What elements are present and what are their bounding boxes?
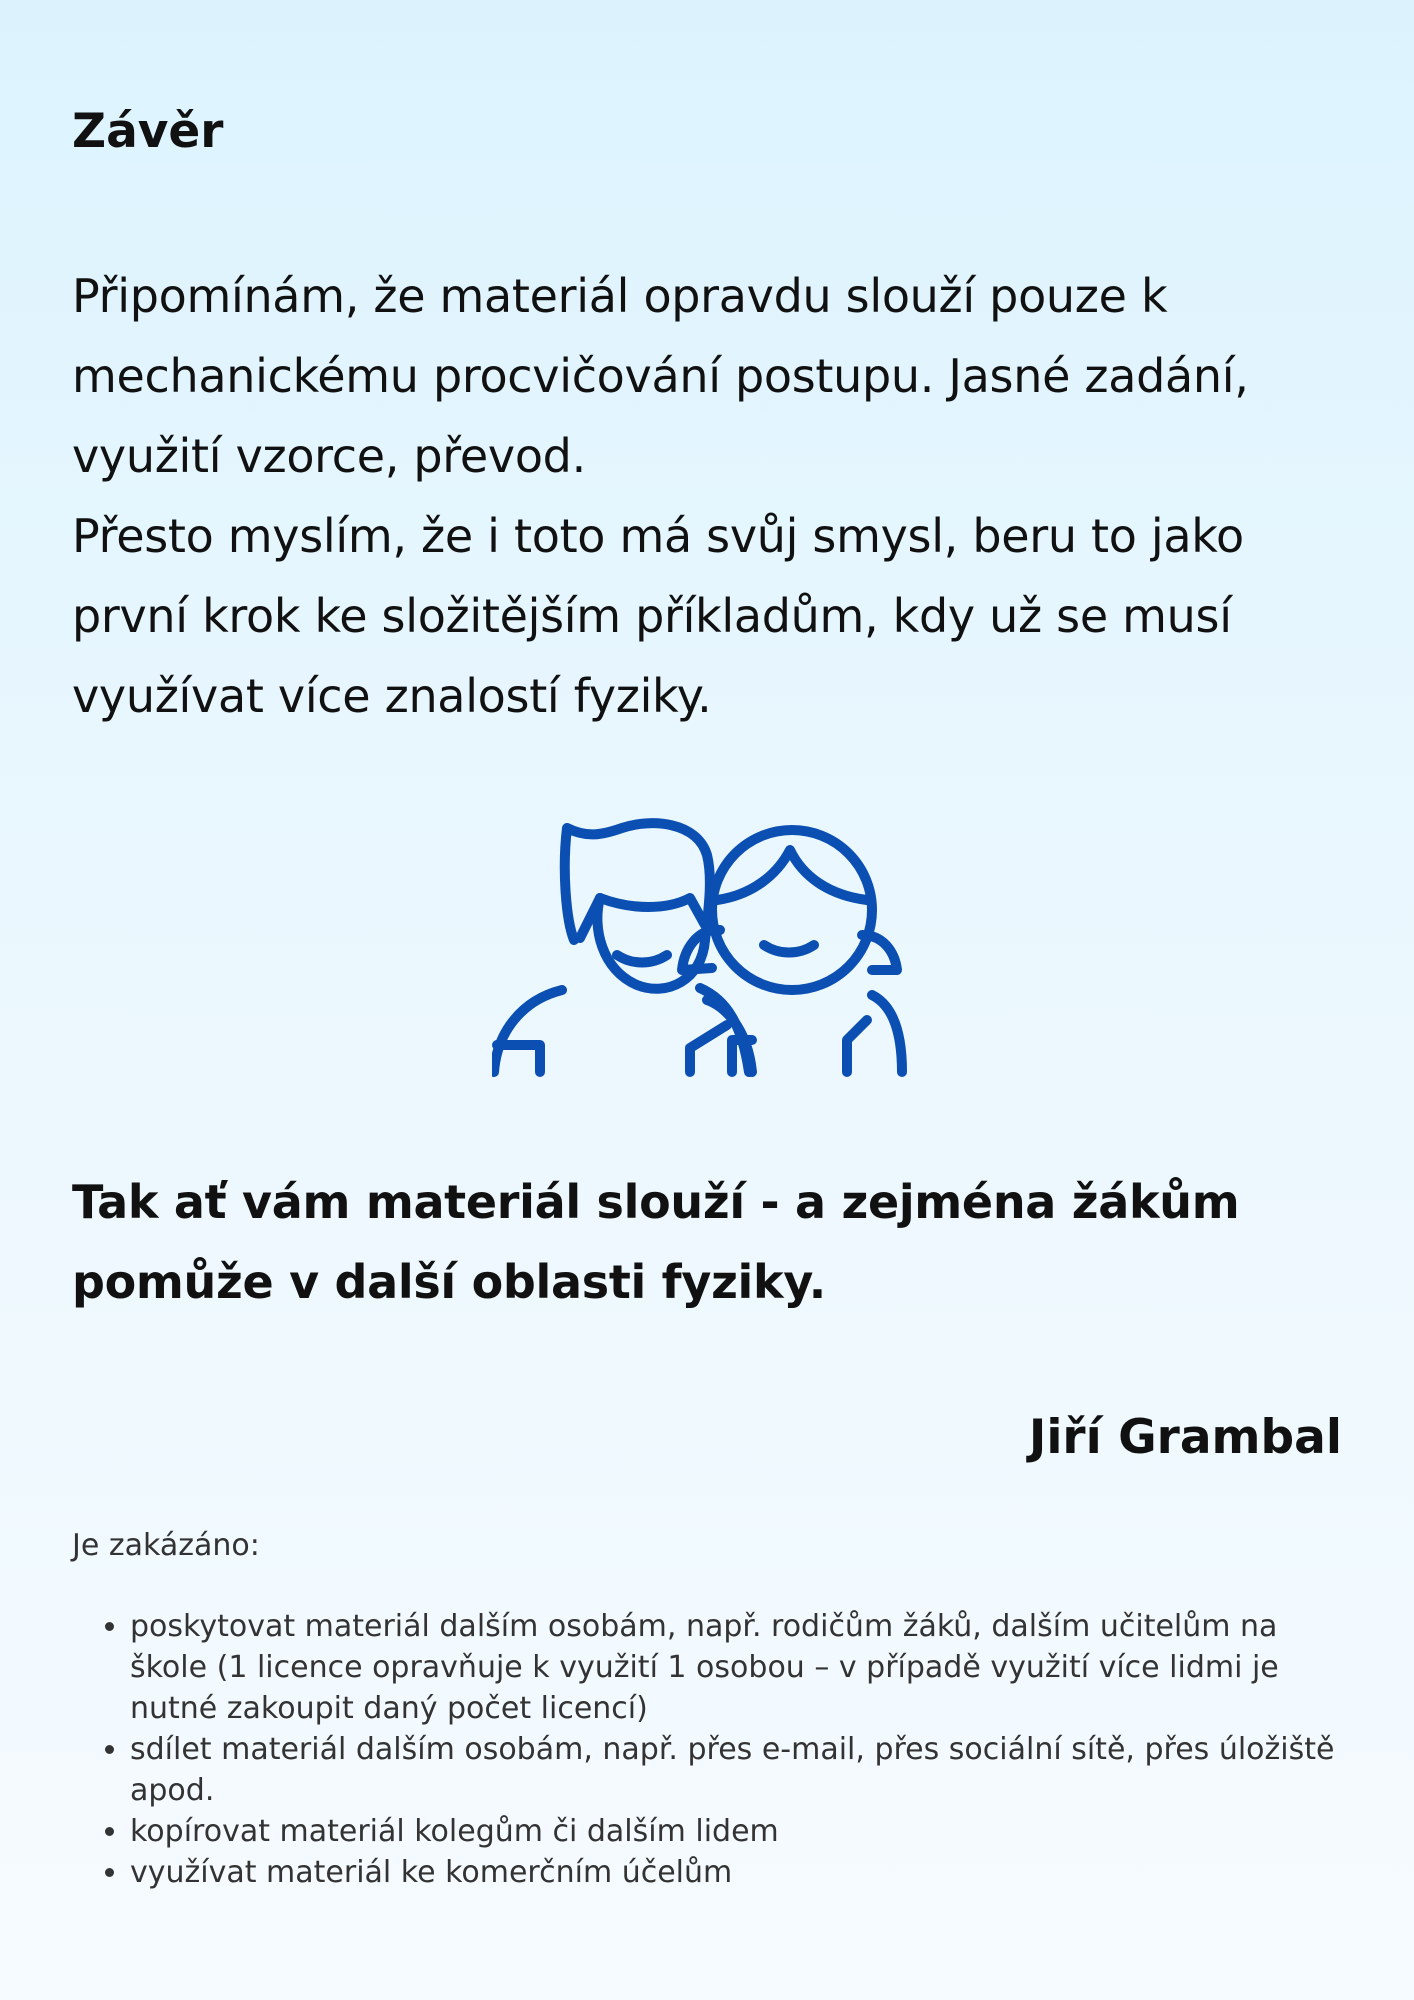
list-item: • sdílet materiál dalším osobám, např. přes e-mail, přes sociální sítě, přes úložiště apod. bbox=[130, 1729, 1342, 1811]
page-title: Závěr bbox=[72, 104, 224, 159]
page bbox=[72, 0, 1342, 2000]
intro-paragraph: Připomínám, že materiál opravdu slouží pouze k mechanickému procvičování postupu. Jasné zadání, využití vzorce, převod. bbox=[72, 269, 1249, 483]
list-item: • poskytovat materiál dalším osobám, např. rodičům žáků, dalším učitelům na škole (1 licence opravňuje k využití 1 osobou – v případě využití více lidmi je nutné zakoupit daný počet licencí) bbox=[130, 1606, 1342, 1729]
list-item: • využívat materiál ke komerčním účelům bbox=[130, 1852, 1342, 1893]
prohibited-list bbox=[72, 1606, 1342, 1893]
closing-statement: Tak ať vám materiál slouží - a zejména žákům pomůže v další oblasti fyziky. bbox=[72, 1175, 1240, 1309]
intro-text bbox=[72, 256, 1342, 736]
author-signature: Jiří Grambal bbox=[1028, 1410, 1342, 1465]
children-icon bbox=[492, 810, 912, 1090]
intro-paragraph: Přesto myslím, že i toto má svůj smysl, beru to jako první krok ke složitějším příkladům, kdy už se musí využívat více znalostí fyziky. bbox=[72, 509, 1244, 723]
children-illustration bbox=[492, 810, 912, 1090]
list-item: • kopírovat materiál kolegům či dalším lidem bbox=[130, 1811, 1342, 1852]
boy-figure bbox=[494, 823, 749, 1072]
prohibited-title: Je zakázáno: bbox=[72, 1528, 260, 1563]
